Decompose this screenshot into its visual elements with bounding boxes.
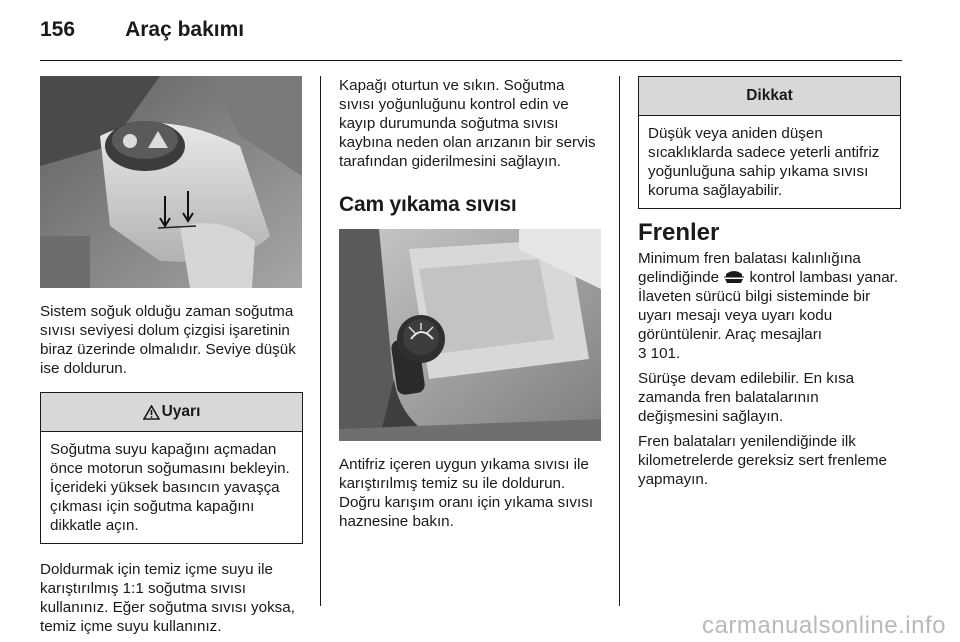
washer-reservoir-illustration (339, 229, 601, 441)
washer-reservoir-photo (339, 229, 601, 441)
column-1 (40, 76, 303, 642)
brake-pad-paragraph (638, 249, 901, 363)
warning-text: Soğutma suyu kapağını açmadan önce motorun soğumasını bekleyin. İçerideki yüksek basıncın yavaşça çıkması için soğutma kapağını dikkatle açın. (50, 441, 290, 534)
cap-tighten-paragraph: Kapağı oturtun ve sıkın. Soğutma sıvısı yoğunluğunu kontrol edin ve kayıp durumunda soğutma sıvısı kaybına neden olan arızanın bir servis tarafından giderilmesini sağlayın. (339, 77, 596, 170)
vehicle-messages-page-ref: 3 101. (638, 345, 681, 362)
column-2 (339, 76, 602, 537)
page-header (40, 18, 244, 42)
caution-box-header (639, 77, 900, 116)
refill-instructions: Doldurmak için temiz içme suyu ile karıştırılmış 1:1 soğutma sıvısı kullanınız. Eğer soğutma sıvısı yoksa, temiz içme suyu kullanınız. (40, 561, 295, 635)
continue-driving-paragraph: Sürüşe devam edilebilir. En kısa zamanda fren balatalarının değişmesini sağlayın. (638, 370, 855, 425)
column-divider-1 (320, 76, 321, 606)
page-number: 156 (40, 18, 76, 41)
washer-fill-instructions: Antifriz içeren uygun yıkama sıvısı ile karıştırılmış temiz su ile doldurun. Doğru karışım oranı için yıkama sıvısı haznesine bakın. (339, 456, 594, 530)
coolant-level-caption: Sistem soğuk olduğu zaman soğutma sıvısı seviyesi dolum çizgisi işaretinin biraz üzerinde olmalıdır. Seviye düşük ise doldurun. (40, 303, 296, 377)
caution-title: Dikkat (746, 87, 793, 104)
column-divider-2 (619, 76, 620, 606)
brake-pad-text-start: Minimum fren balatası kalınlığına gelindiğinde (638, 250, 861, 286)
caution-box (638, 76, 901, 209)
column-3 (638, 76, 901, 495)
washer-fluid-heading: Cam yıkama sıvısı (339, 193, 517, 216)
warning-triangle-icon (143, 405, 160, 420)
coolant-reservoir-photo (40, 76, 302, 288)
brake-pad-text-end: kontrol lambası yanar. İlaveten sürücü bilgi sisteminde bir uyarı mesajı veya uyarı kodu görüntülenir. Araç mesajları (638, 269, 899, 343)
page-title: Araç bakımı (125, 18, 245, 41)
brake-pad-warning-icon (723, 269, 745, 285)
new-pads-paragraph: Fren balataları yenilendiğinde ilk kilometrelerde gereksiz sert frenleme yapmayın. (638, 433, 887, 488)
warning-box (40, 392, 303, 544)
coolant-reservoir-illustration (40, 76, 302, 288)
watermark: carmanualsonline.info (702, 612, 946, 639)
header-rule (40, 60, 902, 61)
warning-box-header (41, 393, 302, 432)
brakes-heading: Frenler (638, 219, 720, 246)
coolant-cap-icon (123, 134, 137, 148)
warning-title: Uyarı (161, 403, 201, 420)
caution-text: Düşük veya aniden düşen sıcaklıklarda sadece yeterli antifriz yoğunluğuna sahip yıkama sıvısı koruma sağlayabilir. (648, 125, 880, 199)
